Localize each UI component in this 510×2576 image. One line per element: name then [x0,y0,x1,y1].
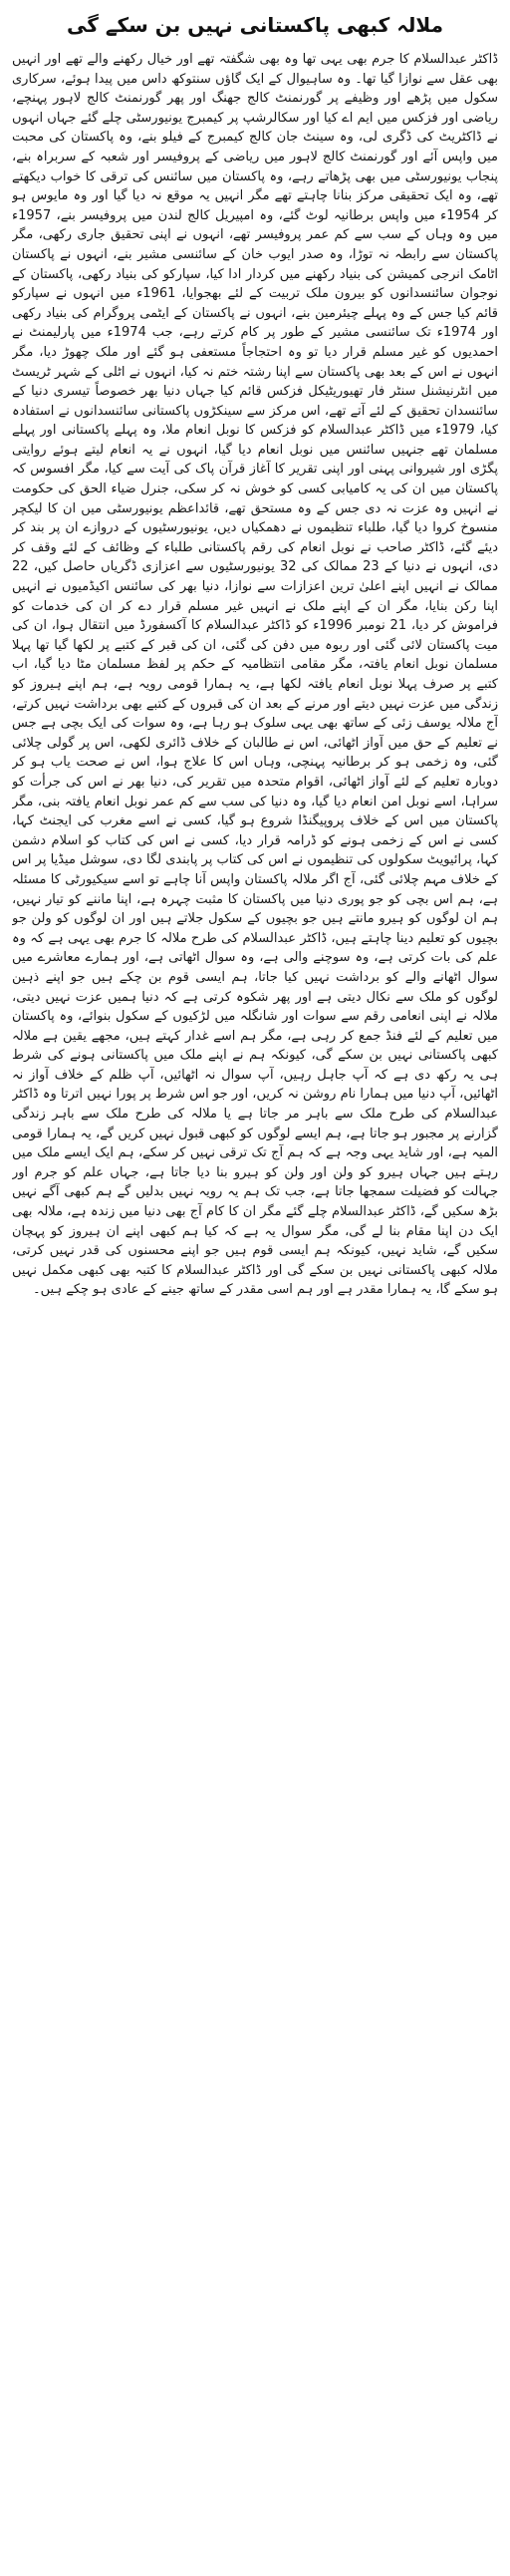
article-headline: ملالہ کبھی پاکستانی نہیں بن سکے گی [66,13,443,37]
article-body [12,50,498,2552]
article-paragraph: ڈاکٹر عبدالسلام کا جرم بھی یہی تھا وہ بھی شگفتہ تھے اور خیال رکھنے والے تھے اور انہیں بھی عقل سے نوازا گیا تھا۔ وہ ساہیوال کے ایک گاؤں سنتوکھ داس میں پیدا ہوئے، سرکاری سکول میں پڑھے اور وظیفے پر گورنمنٹ کالج جھنگ اور پھر گورنمنٹ کالج لاہور پہنچے، ریاضی اور فزکس میں ایم اے کیا اور سکالرشپ پر کیمبرج یونیورسٹی چلے گئے جہاں انہوں نے ڈاکٹریٹ کی ڈگری لی، وہ سینٹ جان کالج کیمبرج کے فیلو بنے، وہ پاکستان کی محبت میں واپس آئے اور گورنمنٹ کالج لاہور میں ریاضی کے پروفیسر اور شعبہ کے سربراہ بنے، پنجاب یونیورسٹی میں بھی پڑھاتے رہے، وہ پاکستان میں سائنس کی ترقی کا خواب دیکھتے تھے، وہ ایک تحقیقی مرکز بنانا چاہتے تھے مگر انہیں یہ موقع نہ دیا گیا اور وہ مایوس ہو کر 1954ء میں واپس برطانیہ لوٹ گئے، وہ امپیریل کالج لندن میں پروفیسر بنے، 1957ء میں وہ وہاں کے سب سے کم عمر پروفیسر تھے، انہوں نے اپنی تحقیق جاری رکھی، مگر پاکستان سے رابطہ نہ توڑا، وہ صدر ایوب خان کے سائنسی مشیر بنے، انہوں نے پاکستان اٹامک انرجی کمیشن کی بنیاد رکھنے میں کردار ادا کیا، سپارکو کی بنیاد رکھی، پاکستان کے نوجوان سائنسدانوں کو بیرون ملک تربیت کے لئے بھجوایا، 1961ء میں انہوں نے سپارکو قائم کیا جس کے وہ پہلے چیئرمین بنے، انہوں نے پاکستان کے ایٹمی پروگرام کی بنیاد رکھی اور 1974ء تک سائنسی مشیر کے طور پر کام کرتے رہے، جب 1974ء میں پارلیمنٹ نے احمدیوں کو غیر مسلم قرار دیا تو وہ احتجاجاً مستعفی ہو گئے اور ملک چھوڑ دیا، مگر انہوں نے اس کے بعد بھی پاکستان سے اپنا رشتہ ختم نہ کیا، انہوں نے اٹلی کے شہر ٹریسٹ میں انٹرنیشنل سنٹر فار تھیوریٹیکل فزکس قائم کیا جہاں دنیا بھر خصوصاً تیسری دنیا کے سائنسدان تحقیق کے لئے آتے تھے، اس مرکز سے سینکڑوں پاکستانی سائنسدانوں نے استفادہ کیا، 1979ء میں ڈاکٹر عبدالسلام کو فزکس کا نوبل انعام ملا، وہ پہلے پاکستانی اور پہلے مسلمان تھے جنہیں سائنس میں نوبل انعام دیا گیا، انہوں نے یہ انعام لیتے ہوئے روایتی پگڑی اور شیروانی پہنی اور اپنی تقریر کا آغاز قرآن پاک کی آیت سے کیا، مگر افسوس کہ پاکستان میں ان کی یہ کامیابی کسی کو خوش نہ کر سکی، جنرل ضیاء الحق کی حکومت نے انہیں وہ عزت نہ دی جس کے وہ مستحق تھے، قائداعظم یونیورسٹی میں ان کا لیکچر منسوخ کروا دیا گیا، طلباء تنظیموں نے دھمکیاں دیں، یونیورسٹیوں کے دروازے ان پر بند کر دیئے گئے، ڈاکٹر صاحب نے نوبل انعام کی رقم پاکستانی طلباء کے وظائف کے لئے وقف کر دی، انہوں نے دنیا کے 23 ممالک کی 32 یونیورسٹیوں سے اعزازی ڈگریاں حاصل کیں، 22 ممالک نے انہیں اپنے اعلیٰ ترین اعزازات سے نوازا، دنیا بھر کی سائنس اکیڈمیوں نے انہیں اپنا رکن بنایا، مگر ان کے اپنے ملک نے انہیں غیر مسلم قرار دے کر ان کی خدمات کو فراموش کر دیا، 21 نومبر 1996ء کو ڈاکٹر عبدالسلام کا آکسفورڈ میں انتقال ہوا، ان کی میت پاکستان لائی گئی اور ربوہ میں دفن کی گئی، ان کی قبر کے کتبے پر لکھا گیا تھا پہلا مسلمان نوبل انعام یافتہ، مگر مقامی انتظامیہ کے حکم پر لفظ مسلمان مٹا دیا گیا، اب کتبے پر صرف پہلا نوبل انعام یافتہ لکھا ہے، یہ ہمارا قومی رویہ ہے، ہم اپنے ہیروز کو زندگی میں عزت نہیں دیتے اور مرنے کے بعد ان کی قبروں کے کتبے بھی برداشت نہیں کرتے، آج ملالہ یوسف زئی کے ساتھ بھی یہی سلوک ہو رہا ہے، وہ سوات کی ایک بچی ہے جس نے تعلیم کے حق میں آواز اٹھائی، اس نے طالبان کے خلاف ڈائری لکھی، اس پر گولی چلائی گئی، وہ زخمی ہو کر برطانیہ پہنچی، وہاں اس کا علاج ہوا، اس نے صحت یاب ہو کر دوبارہ تعلیم کے لئے آواز اٹھائی، اقوام متحدہ میں تقریر کی، دنیا بھر نے اس کی جرأت کو سراہا، اسے نوبل امن انعام دیا گیا، وہ دنیا کی سب سے کم عمر نوبل انعام یافتہ بنی، مگر پاکستان میں اس کے خلاف پروپیگنڈا شروع ہو گیا، کسی نے اسے مغرب کی ایجنٹ کہا، کسی نے اس کے زخمی ہونے کو ڈرامہ قرار دیا، کسی نے اس کی کتاب کو اسلام دشمن کہا، پرائیویٹ سکولوں کی تنظیموں نے اس کی کتاب پر پابندی لگا دی، سوشل میڈیا پر اس کے خلاف مہم چلائی گئی، آج اگر ملالہ پاکستان واپس آنا چاہے تو اسے سیکیورٹی کا مسئلہ ہے، ہم اس بچی کو جو پوری دنیا میں پاکستان کا مثبت چہرہ ہے، اپنا ماننے کو تیار نہیں، ہم ان لوگوں کو ہیرو مانتے ہیں جو بچیوں کے سکول جلاتے ہیں اور ان لوگوں کو ولن جو بچیوں کو تعلیم دینا چاہتے ہیں، ڈاکٹر عبدالسلام کی طرح ملالہ کا جرم بھی یہی ہے کہ وہ علم کی بات کرتی ہے، وہ سوچنے والی ہے، وہ سوال اٹھاتی ہے، اور ہمارے معاشرے میں سوال اٹھانے والے کو برداشت نہیں کیا جاتا، ہم ایسی قوم بن چکے ہیں جو اپنے ذہین لوگوں کو ملک سے نکال دیتی ہے اور پھر شکوہ کرتی ہے کہ دنیا ہمیں عزت نہیں دیتی، ملالہ نے اپنی انعامی رقم سے سوات اور شانگلہ میں لڑکیوں کے سکول بنوائے، وہ پاکستان میں تعلیم کے لئے فنڈ جمع کر رہی ہے، مگر ہم اسے غدار کہتے ہیں، مجھے یقین ہے ملالہ کبھی پاکستانی نہیں بن سکے گی، کیونکہ ہم نے اپنے ملک میں پاکستانی ہونے کی شرط ہی یہ رکھ دی ہے کہ آپ جاہل رہیں، آپ سوال نہ اٹھائیں، آپ ظلم کے خلاف آواز نہ اٹھائیں، آپ دنیا میں ہمارا نام روشن نہ کریں، اور جو اس شرط پر پورا نہیں اترتا وہ ڈاکٹر عبدالسلام کی طرح ملک سے باہر مر جاتا ہے یا ملالہ کی طرح ملک سے باہر زندگی گزارنے پر مجبور ہو جاتا ہے، ہم ایسے لوگوں کو کبھی قبول نہیں کریں گے، یہ ہمارا قومی المیہ ہے، اور شاید یہی وجہ ہے کہ ہم آج تک ترقی نہیں کر سکے، ہم ایک ایسے ملک میں رہتے ہیں جہاں ہیرو کو ولن اور ولن کو ہیرو بنا دیا جاتا ہے، جہاں علم کو جرم اور جہالت کو فضیلت سمجھا جاتا ہے، جب تک ہم یہ رویہ نہیں بدلیں گے ہم کبھی آگے نہیں بڑھ سکیں گے، ڈاکٹر عبدالسلام چلے گئے مگر ان کا کام آج بھی دنیا میں زندہ ہے، ملالہ بھی ایک دن اپنا مقام بنا لے گی، مگر سوال یہ ہے کہ کیا ہم کبھی اپنے ان ہیروز کو پہچان سکیں گے، شاید نہیں، کیونکہ ہم ایسی قوم ہیں جو اپنے محسنوں کی قدر نہیں کرتی، ملالہ کبھی پاکستانی نہیں بن سکے گی اور ڈاکٹر عبدالسلام کا کتبہ بھی کبھی مکمل نہیں ہو سکے گا، یہ ہمارا مقدر ہے اور ہم اسی مقدر کے ساتھ جینے کے عادی ہو چکے ہیں۔ [12,52,498,1298]
